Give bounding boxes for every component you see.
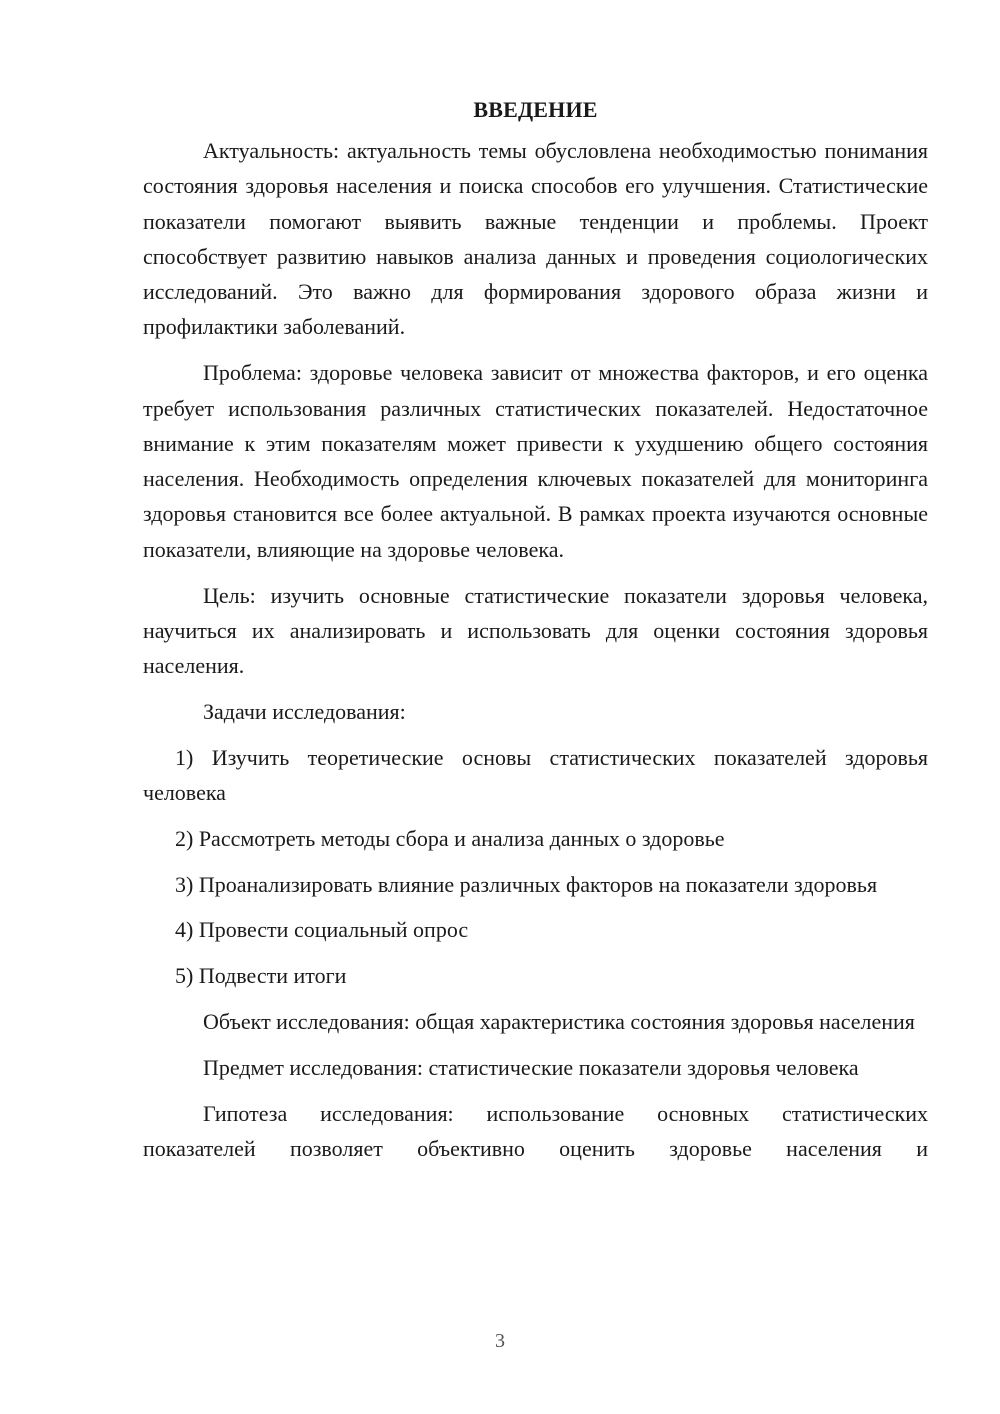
task-item: 4) Провести социальный опрос	[175, 917, 469, 943]
paragraph-problem: Проблема: здоровье человека зависит от множества факторов, и его оценка требует использования различных статистических показателей. Недостаточное внимание к этим показателям может привести к ухудшению общего состояния населения. Необходимость определения ключевых показателей для мониторинга здоровья становится все более актуальной. В рамках проекта изучаются основные показатели, влияющие на здоровье человека.	[143, 360, 928, 562]
task-item: 1) Изучить теоретические основы статистических показателей здоровья человека	[143, 744, 928, 806]
task-item: 2) Рассмотреть методы сбора и анализа данных о здоровье	[175, 825, 725, 851]
paragraph-tasks-heading: Задачи исследования:	[203, 698, 406, 724]
section-title: ВВЕДЕНИЕ	[473, 97, 598, 122]
task-item: 5) Подвести итоги	[175, 963, 347, 989]
paragraph-object: Объект исследования: общая характеристика состояния здоровья населения	[203, 1009, 915, 1035]
paragraph-subject: Предмет исследования: статистические показатели здоровья человека	[203, 1054, 859, 1080]
task-item: 3) Проанализировать влияние различных факторов на показатели здоровья	[175, 871, 878, 897]
paragraph-relevance: Актуальность: актуальность темы обусловлена необходимостью понимания состояния здоровья населения и поиска способов его улучшения. Статистические показатели помогают выявить важные тенденции и проблемы. Проект способствует развитию навыков анализа данных и проведения социологических исследований. Это важно для формирования здорового образа жизни и профилактики заболеваний.	[143, 138, 928, 340]
paragraph-hypothesis: Гипотеза исследования: использование основных статистических показателей позволяет объективно оценить здоровье населения и	[143, 1100, 928, 1161]
paragraph-goal: Цель: изучить основные статистические показатели здоровья человека, научиться их анализировать и использовать для оценки состояния здоровья населения.	[143, 582, 928, 679]
document-page	[143, 92, 928, 1177]
page-number: 3	[495, 1330, 505, 1352]
